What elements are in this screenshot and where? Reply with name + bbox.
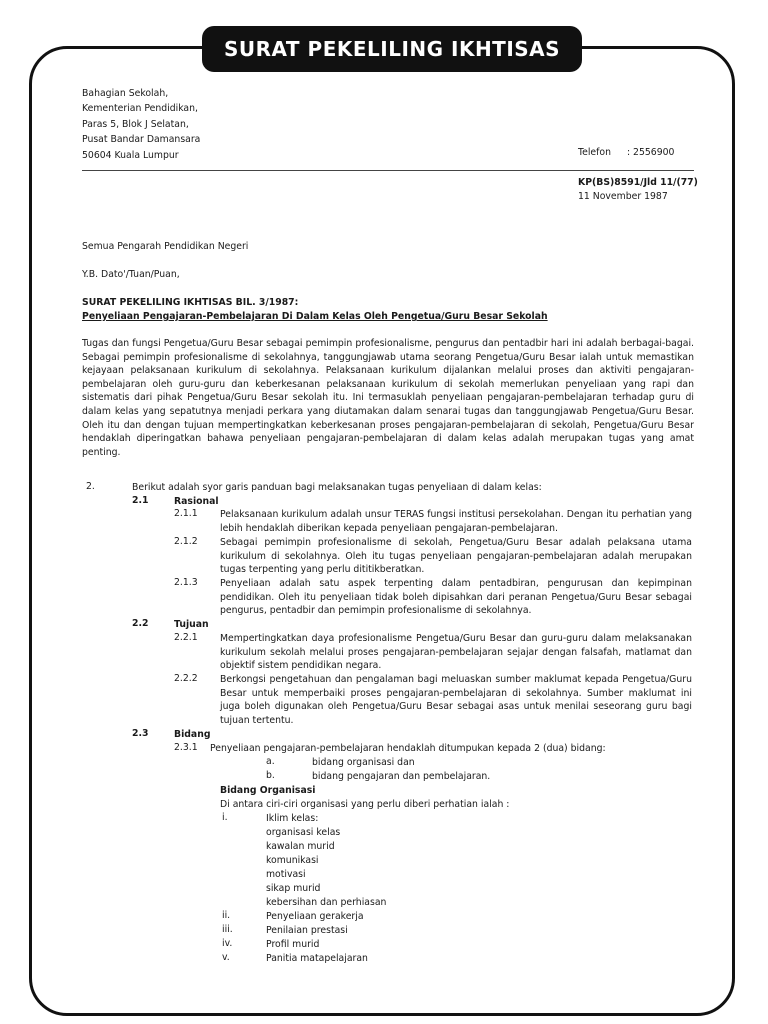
telephone [578,147,674,158]
salutation: Y.B. Dato'/Tuan/Puan, [82,269,180,280]
sub-list-item: organisasi kelas [266,827,341,838]
address-line: Pusat Bandar Damansara [82,134,201,146]
list-item: Iklim kelas: [266,813,319,824]
address-line: 50604 Kuala Lumpur [82,149,179,161]
section-2-2-2-text: Berkongsi pengetahuan dan pengalaman bagi meluaskan sumber maklumat kepada Pengetua/Guru Besar untuk memperbaiki proses pengajaran-pembelajaran di sekolahnya. Sumber maklumat ini juga boleh digunakan oleh Pengetua/Guru Besar sebagai asas untuk menilai seseorang guru bagi tujuan tertentu. [220,674,692,726]
list-item: Profil murid [266,939,320,950]
list-item: Penilaian prestasi [266,925,348,936]
section-2-1-title: Rasional [174,496,219,507]
sub-list-item: motivasi [266,869,306,880]
section-number: 2.1.1 [174,508,198,519]
list-label: b. [266,770,275,781]
address-line: Paras 5, Blok J Selatan, [82,118,189,130]
organisation-intro: Di antara ciri-ciri organisasi yang perlu diberi perhatian ialah : [220,799,510,810]
reference-block [578,176,698,203]
list-label: iii. [222,924,233,935]
telephone-label: Telefon [578,147,611,158]
letter-date: 11 November 1987 [578,190,668,202]
section-number: 2.3 [132,728,149,739]
list-label: a. [266,756,275,767]
list-label: v. [222,952,230,963]
telephone-value: : 2556900 [626,147,675,158]
section-2-3-1-text: Penyeliaan pengajaran-pembelajaran hendaklah ditumpukan kepada 2 (dua) bidang: [210,743,606,754]
list-item: bidang organisasi dan [312,757,415,768]
circular-title: SURAT PEKELILING IKHTISAS BIL. 3/1987: [82,297,299,308]
paragraph-1: Tugas dan fungsi Pengetua/Guru Besar sebagai pemimpin profesionalisme, pengurus dan pentadbir hari ini adalah berbagai-bagai. Sebagai pemimpin profesionalisme di sekolahnya, tanggungjawab utama seorang Pengetua/Guru Besar ialah untuk memastikan kejayaan pelaksanaan kurikulum di sekolahnya. Pelaksanaan kurikulum dijalankan melalui proses dan aktiviti pengajaran-pembelajaran oleh guru-guru dan keberkesanan pelaksanaan kurikulum di sekolah memerlukan penyeliaan yang rapi dan sistematis dari pihak Pengetua/Guru Besar sekolah itu. Ini termasuklah penyeliaan pengajaran-pembelajaran terhadap guru di dalam kelas yang sepatutnya menjadi perkara yang diutamakan dalam senarai tugas dan tanggungjawab Pengetua/Guru Besar. Oleh itu dan dengan tujuan mempertingkatkan keberkesanan proses pengajaran-pembelajaran di sekolah, Pengetua/Guru Besar hendaklah diperingatkan bahawa penyeliaan pengajaran-pembelajaran di dalam kelas adalah merupakan tugas yang amat penting. [82,338,694,458]
section-number: 2.1 [132,495,149,506]
section-number: 2. [86,481,95,492]
recipient: Semua Pengarah Pendidikan Negeri [82,241,249,252]
section-2-1-3-text: Penyeliaan adalah satu aspek terpenting dalam pentadbiran, pengurusan dan kepimpinan pendidikan. Oleh itu penyeliaan tidak boleh dipisahkan dari peranan Pengetua/Guru Besar sebagai pengurus, pentadbir dan pemimpin profesionalisme di sekolahnya. [220,578,692,617]
section-number: 2.2.2 [174,673,198,684]
section-2-3-title: Bidang [174,729,211,740]
document-banner: SURAT PEKELILING IKHTISAS [202,26,582,72]
section-2-2-title: Tujuan [174,619,209,630]
organisation-heading: Bidang Organisasi [220,785,316,796]
reference-number: KP(BS)8591/Jld 11/(77) [578,177,698,188]
section-number: 2.2 [132,618,149,629]
section-number: 2.1.2 [174,536,198,547]
sub-list-item: kawalan murid [266,841,335,852]
sub-list-item: komunikasi [266,855,319,866]
address-line: Kementerian Pendidikan, [82,103,198,115]
address-line: Bahagian Sekolah, [82,88,169,99]
list-item: Penyeliaan gerakerja [266,911,364,922]
list-item: bidang pengajaran dan pembelajaran. [312,771,491,782]
sender-address [82,86,200,163]
sub-list-item: sikap murid [266,883,321,894]
section-2-1-1-text: Pelaksanaan kurikulum adalah unsur TERAS fungsi institusi persekolahan. Dengan itu perhatian yang lebih hendaklah diberikan kepada penyeliaan pengajaran-pembelajaran. [220,509,692,534]
header-divider [82,170,694,171]
list-item: Panitia matapelajaran [266,953,368,964]
list-label: iv. [222,938,233,949]
section-2-text: Berikut adalah syor garis panduan bagi melaksanakan tugas penyeliaan di dalam kelas: [132,482,542,493]
list-label: i. [222,812,228,823]
circular-subtitle: Penyeliaan Pengajaran-Pembelajaran Di Dalam Kelas Oleh Pengetua/Guru Besar Sekolah [82,311,548,322]
section-number: 2.2.1 [174,632,198,643]
section-number: 2.1.3 [174,577,198,588]
sub-list-item: kebersihan dan perhiasan [266,897,387,908]
section-number: 2.3.1 [174,742,198,753]
section-2-2-1-text: Mempertingkatkan daya profesionalisme Pengetua/Guru Besar dan guru-guru dalam melaksanakan kurikulum sekolah melalui proses pengajaran-pembelajaran sejajar dengan falsafah, matlamat dan objektif sistem pendidikan negara. [220,633,692,672]
section-2-1-2-text: Sebagai pemimpin profesionalisme di sekolah, Pengetua/Guru Besar adalah pelaksana utama kurikulum di sekolahnya. Oleh itu tugas penyeliaan pengajaran-pembelajaran adalah merupakan tugas terpenting yang perlu dititikberatkan. [220,537,692,576]
list-label: ii. [222,910,231,921]
